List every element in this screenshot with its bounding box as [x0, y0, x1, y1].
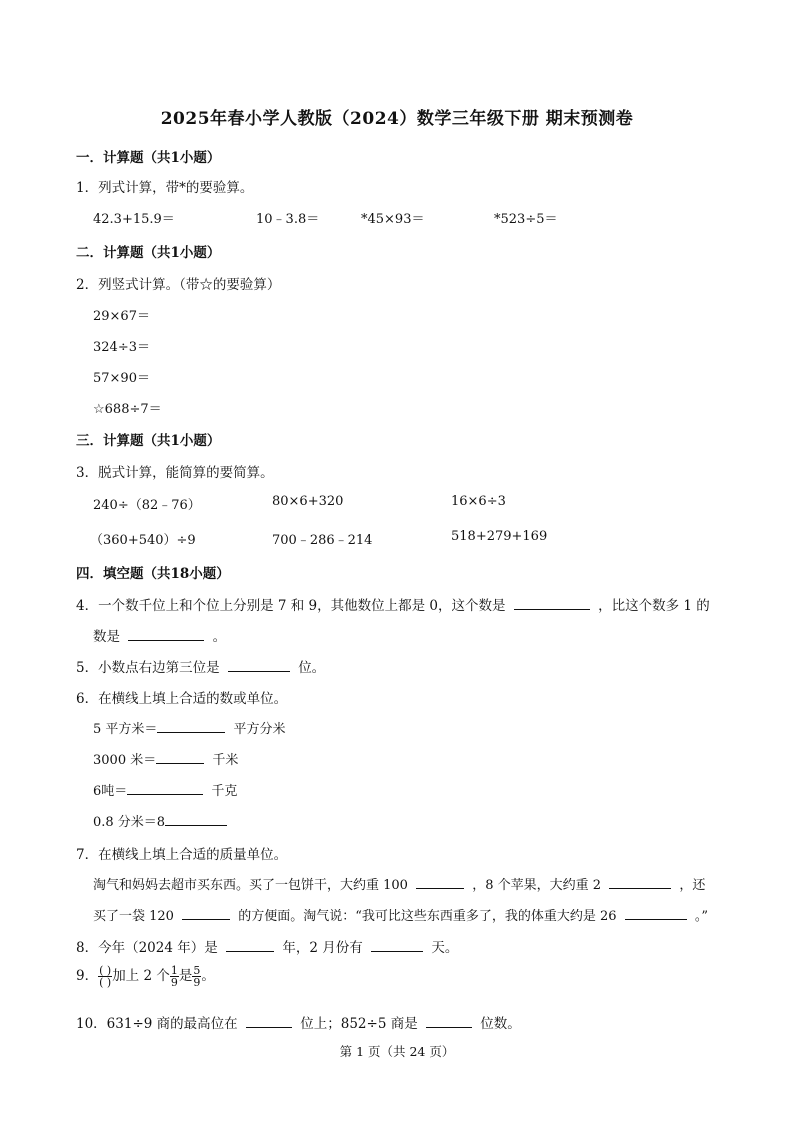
- q7-l2-text-c: 。”: [694, 909, 708, 924]
- q3-item-1: 240÷（82﹣76）: [93, 498, 201, 513]
- q2-item-1: 29×67＝: [93, 309, 150, 324]
- q7-l1-text-b: ，8 个苹果，大约重 2: [472, 878, 602, 893]
- q7-line-1: [93, 874, 705, 893]
- q7-blank-1[interactable]: [416, 874, 464, 889]
- question-5: [76, 656, 325, 676]
- q6-blank-4[interactable]: [165, 811, 227, 826]
- q7-line-2: [93, 905, 708, 924]
- q10-text-c: 位数。: [480, 1016, 521, 1032]
- q3-item-2: 80×6+320: [272, 494, 344, 509]
- q7-l2-text-a: 买了一袋 120: [93, 909, 174, 924]
- q9-text-a: 9．: [76, 968, 99, 984]
- question-4-line-1: [76, 594, 710, 614]
- q8-text-b: 年，2 月份有: [282, 940, 363, 956]
- q6-l4-text-a: 0.8 分米＝8: [93, 815, 166, 830]
- q1-item-2: 10﹣3.8＝: [256, 212, 320, 227]
- q6-line-3: [93, 780, 237, 799]
- q9-f2-denominator: 9: [193, 976, 201, 989]
- q10-text-a: 10．631÷9 商的最高位在: [76, 1016, 238, 1032]
- q3-item-3: 16×6÷3: [451, 494, 506, 509]
- q8-blank-1[interactable]: [226, 937, 274, 952]
- q7-l2-text-b: 的方便面。淘气说：“我可比这些东西重多了，我的体重大约是 26: [238, 909, 617, 924]
- section-heading-1: 一．计算题（共1小题）: [76, 150, 221, 166]
- q5-blank[interactable]: [228, 657, 290, 672]
- q9-f2-numerator: 5: [193, 964, 201, 977]
- question-1-stem: 1．列式计算，带*的要验算。: [76, 180, 254, 196]
- q7-blank-3[interactable]: [182, 905, 230, 920]
- q7-blank-4[interactable]: [625, 905, 687, 920]
- question-9: [76, 964, 215, 988]
- question-8: [76, 936, 458, 956]
- question-7-stem: 7．在横线上填上合适的质量单位。: [76, 847, 288, 863]
- q2-item-3: 57×90＝: [93, 371, 150, 386]
- q6-line-1: [93, 718, 286, 737]
- page-title: 2025年春小学人教版（2024）数学三年级下册 期末预测卷: [160, 109, 634, 129]
- q10-text-b: 位上；852÷5 商是: [300, 1016, 418, 1032]
- q9-blank-numerator: ( ): [99, 964, 112, 977]
- q5-text-b: 位。: [298, 660, 326, 676]
- q6-l1-text-a: 5 平方米＝: [93, 722, 158, 737]
- q8-blank-2[interactable]: [371, 937, 423, 952]
- q4-text-c: 数是: [93, 629, 120, 645]
- q9-fraction-2: [192, 965, 201, 988]
- q6-line-2: [93, 749, 238, 768]
- section-heading-2: 二．计算题（共1小题）: [76, 245, 221, 261]
- q6-l1-text-b: 平方分米: [233, 722, 286, 737]
- question-3-stem: 3．脱式计算，能简算的要简算。: [76, 465, 274, 481]
- question-4-line-2: [93, 625, 226, 645]
- q3-item-6: 518+279+169: [451, 529, 548, 544]
- q3-item-4: （360+540）÷9: [90, 533, 196, 548]
- q8-text-c: 天。: [431, 940, 459, 956]
- q4-text-b: ，比这个数多 1 的: [598, 598, 710, 614]
- q9-f1-numerator: 1: [170, 964, 178, 977]
- q9-f1-denominator: 9: [170, 976, 178, 989]
- section-heading-4: 四．填空题（共18小题）: [76, 566, 230, 582]
- q6-l2-text-b: 千米: [212, 753, 239, 768]
- page-footer: 第 1 页（共 24 页）: [339, 1044, 455, 1059]
- q4-text-a: 4．一个数千位上和个位上分别是 7 和 9，其他数位上都是 0，这个数是: [76, 598, 506, 614]
- question-6-stem: 6．在横线上填上合适的数或单位。: [76, 691, 288, 707]
- section-heading-3: 三．计算题（共1小题）: [76, 433, 221, 449]
- q3-item-5: 700﹣286﹣214: [272, 533, 373, 548]
- q7-l1-text-a: 淘气和妈妈去超市买东西。买了一包饼干，大约重 100: [93, 878, 408, 893]
- q2-item-2: 324÷3＝: [93, 340, 150, 355]
- q1-item-3: *45×93＝: [361, 212, 425, 227]
- q6-line-4: [93, 811, 231, 830]
- q10-blank-2[interactable]: [426, 1013, 472, 1028]
- q9-blank-fraction[interactable]: [98, 965, 112, 988]
- q1-item-1: 42.3+15.9＝: [93, 212, 175, 227]
- q2-item-4: ☆688÷7＝: [93, 402, 162, 417]
- q9-fraction-1: [170, 965, 179, 988]
- q6-blank-1[interactable]: [157, 718, 225, 733]
- q1-item-4: *523÷5＝: [494, 212, 558, 227]
- q7-blank-2[interactable]: [609, 874, 671, 889]
- q6-l2-text-a: 3000 米＝: [93, 753, 157, 768]
- q9-text-d: 。: [201, 968, 215, 984]
- q9-blank-denominator: ( ): [99, 976, 112, 989]
- q9-text-c: 是: [178, 968, 193, 984]
- question-10: [76, 1012, 521, 1032]
- q6-l3-text-a: 6吨＝: [93, 784, 128, 799]
- q7-l1-text-c: ，还: [679, 878, 706, 893]
- q9-text-b: 加上 2 个: [112, 968, 170, 984]
- q4-blank-1[interactable]: [514, 595, 590, 610]
- q10-blank-1[interactable]: [246, 1013, 292, 1028]
- q4-text-d: 。: [212, 629, 227, 645]
- q6-l3-text-b: 千克: [211, 784, 238, 799]
- q8-text-a: 8．今年（2024 年）是: [76, 940, 218, 956]
- q6-blank-3[interactable]: [127, 780, 203, 795]
- q5-text-a: 5．小数点右边第三位是: [76, 660, 220, 676]
- question-2-stem: 2．列竖式计算。（带☆的要验算）: [76, 277, 281, 293]
- q4-blank-2[interactable]: [128, 626, 204, 641]
- q6-blank-2[interactable]: [156, 749, 204, 764]
